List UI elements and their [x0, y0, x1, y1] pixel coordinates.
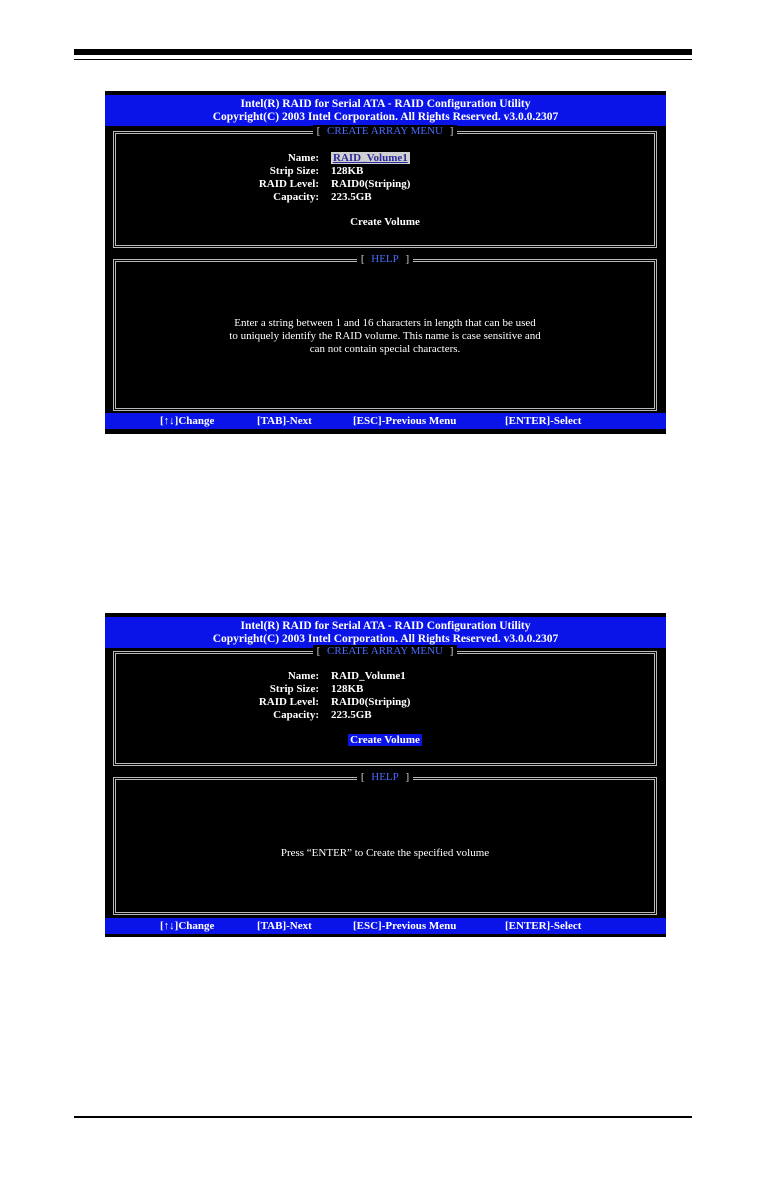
- create-volume-button[interactable]: [116, 216, 654, 229]
- help-line: Press “ENTER” to Create the specified volume: [280, 847, 490, 859]
- key-change[interactable]: [↑↓]Change: [160, 415, 215, 427]
- help-panel-title: [ HELP ]: [116, 771, 654, 784]
- utility-header: [105, 95, 666, 126]
- name-value[interactable]: RAID_Volume1: [331, 670, 406, 682]
- capacity-label: Capacity:: [273, 191, 319, 203]
- raid-level-label: RAID Level:: [258, 178, 319, 190]
- capacity-label: Capacity:: [273, 709, 319, 721]
- strip-size-value[interactable]: 128KB: [331, 165, 364, 177]
- key-next[interactable]: [TAB]-Next: [257, 415, 312, 427]
- utility-header: [105, 617, 666, 648]
- create-volume-label: Create Volume: [350, 734, 420, 746]
- create-volume-label: Create Volume: [350, 216, 420, 228]
- strip-size-label: Strip Size:: [269, 165, 319, 177]
- create-array-panel-title: [ CREATE ARRAY MENU ]: [116, 645, 654, 658]
- key-previous-menu[interactable]: [ESC]-Previous Menu: [353, 415, 457, 427]
- page-footer-rule: [74, 1116, 692, 1118]
- strip-size-value[interactable]: 128KB: [331, 683, 364, 695]
- create-volume-button[interactable]: [116, 734, 654, 747]
- capacity-value[interactable]: 223.5GB: [331, 709, 372, 721]
- copyright-line: Copyright(C) 2003 Intel Corporation. All Rights Reserved. v3.0.0.2307: [212, 111, 559, 123]
- menu-title: CREATE ARRAY MENU: [327, 125, 443, 137]
- key-change[interactable]: [↑↓]Change: [160, 920, 215, 932]
- key-select[interactable]: [ENTER]-Select: [505, 415, 582, 427]
- capacity-value[interactable]: 223.5GB: [331, 191, 372, 203]
- help-panel: [113, 253, 657, 411]
- utility-title: Intel(R) RAID for Serial ATA - RAID Configuration Utility: [240, 620, 531, 632]
- menu-title: CREATE ARRAY MENU: [327, 645, 443, 657]
- key-help-bar: [105, 918, 666, 934]
- utility-title: Intel(R) RAID for Serial ATA - RAID Configuration Utility: [240, 98, 531, 110]
- page-header-rule-thin: [74, 59, 692, 60]
- key-select[interactable]: [ENTER]-Select: [505, 920, 582, 932]
- copyright-line: Copyright(C) 2003 Intel Corporation. All Rights Reserved. v3.0.0.2307: [212, 633, 559, 645]
- key-help-bar: [105, 413, 666, 429]
- bios-screenshot-create-volume: [105, 613, 666, 937]
- raid-level-value[interactable]: RAID0(Striping): [331, 178, 411, 190]
- bios-screenshot-name-field: [105, 91, 666, 434]
- name-label: Name:: [287, 670, 319, 682]
- create-array-panel: [113, 645, 657, 766]
- help-line: can not contain special characters.: [309, 343, 461, 355]
- help-line: Enter a string between 1 and 16 characters in length that can be used: [234, 317, 536, 329]
- help-panel: [113, 771, 657, 915]
- key-previous-menu[interactable]: [ESC]-Previous Menu: [353, 920, 457, 932]
- help-title: HELP: [371, 253, 399, 265]
- help-panel-title: [ HELP ]: [116, 253, 654, 266]
- create-array-panel-title: [ CREATE ARRAY MENU ]: [116, 125, 654, 138]
- help-line: to uniquely identify the RAID volume. This name is case sensitive and: [229, 330, 541, 342]
- help-title: HELP: [371, 771, 399, 783]
- key-next[interactable]: [TAB]-Next: [257, 920, 312, 932]
- name-input[interactable]: RAID_Volume1: [333, 152, 408, 164]
- name-label: Name:: [287, 152, 319, 164]
- raid-level-value[interactable]: RAID0(Striping): [331, 696, 411, 708]
- create-array-panel: [113, 125, 657, 248]
- strip-size-label: Strip Size:: [269, 683, 319, 695]
- page-header-rule: [74, 49, 692, 55]
- raid-level-label: RAID Level:: [258, 696, 319, 708]
